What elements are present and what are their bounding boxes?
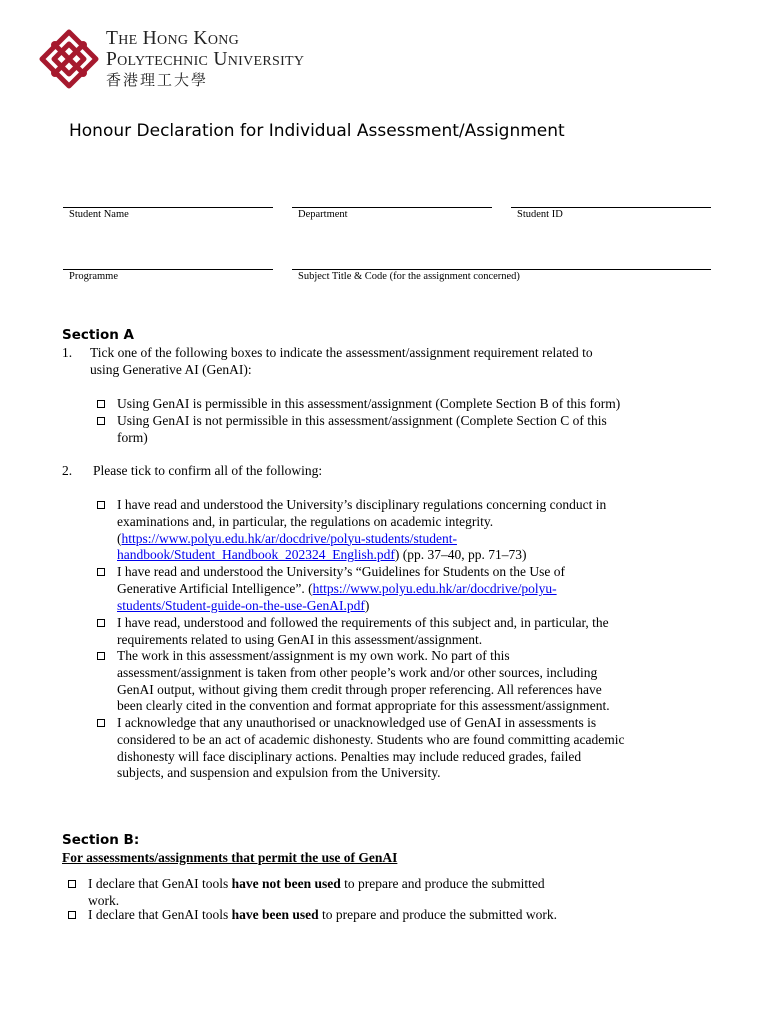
- checkbox-icon[interactable]: [97, 652, 105, 660]
- subject-field[interactable]: [292, 269, 711, 282]
- option-text: I declare that GenAI tools: [88, 907, 232, 922]
- item-line: assessment/assignment is taken from other people’s work and/or other sources, including: [117, 664, 598, 680]
- subject-label: Subject Title & Code (for the assignment concerned): [298, 271, 520, 282]
- logo-line-3: 香港理工大學: [106, 71, 209, 89]
- option-text: Using GenAI is not permissible in this assessment/assignment (Complete Section C of this: [117, 413, 607, 428]
- question-2-number: 2.: [62, 463, 73, 478]
- page-title: Honour Declaration for Individual Assessment/Assignment: [69, 121, 565, 141]
- item-line: [117, 581, 565, 598]
- item-line: GenAI output, without giving them credit through proper referencing. All references have: [117, 681, 602, 697]
- student-id-field[interactable]: [511, 207, 711, 220]
- item-line: The work in this assessment/assignment is my own work. No part of this: [117, 648, 510, 663]
- logo-line-1: The Hong Kong: [106, 28, 240, 49]
- item-line: I acknowledge that any unauthorised or unacknowledged use of GenAI in assessments is: [117, 715, 597, 730]
- checkbox-icon[interactable]: [68, 911, 76, 919]
- item-line: I have read and understood the University’s disciplinary regulations concerning conduct in: [117, 497, 607, 512]
- item-line: examinations and, in particular, the regulations on academic integrity.: [117, 513, 494, 529]
- section-b-heading: Section B:: [62, 832, 140, 848]
- checkbox-icon[interactable]: [97, 619, 105, 627]
- item-line: [117, 547, 606, 564]
- university-name: [106, 29, 304, 88]
- question-1-number: 1.: [62, 345, 73, 360]
- checkbox-icon[interactable]: [97, 719, 105, 727]
- item-line: I have read and understood the University’s “Guidelines for Students on the Use of: [117, 564, 566, 579]
- university-logo-icon: [38, 28, 100, 90]
- section-b-subheading: For assessments/assignments that permit the use of GenAI: [62, 850, 398, 865]
- page-refs: ) (pp. 37–40, pp. 71–73): [394, 547, 527, 563]
- item-text: Generative Artificial Intelligence”. (: [117, 580, 313, 596]
- checkbox-icon[interactable]: [97, 400, 105, 408]
- checkbox-icon[interactable]: [97, 568, 105, 576]
- programme-field[interactable]: [63, 269, 273, 282]
- option-text: Using GenAI is permissible in this assessment/assignment (Complete Section B of this form): [117, 396, 621, 411]
- genai-guide-link-cont[interactable]: students/Student-guide-on-the-use-GenAI.pdf: [117, 597, 365, 613]
- question-1-line-2: using Generative AI (GenAI):: [90, 361, 252, 377]
- student-id-label: Student ID: [517, 209, 563, 220]
- student-handbook-link-cont[interactable]: handbook/Student_Handbook_202324_English.pdf: [117, 547, 395, 563]
- option-line: work.: [88, 892, 120, 908]
- paren: (: [117, 530, 122, 546]
- option-text: to prepare and produce the submitted: [340, 876, 545, 891]
- checkbox-icon[interactable]: [68, 880, 76, 888]
- genai-guide-link[interactable]: https://www.polyu.edu.hk/ar/docdrive/polyu-: [312, 580, 557, 596]
- option-text-2: form): [117, 429, 148, 445]
- section-a-heading: Section A: [62, 327, 134, 343]
- item-line: [117, 531, 606, 548]
- programme-label: Programme: [69, 271, 118, 282]
- option-text: I declare that GenAI tools: [88, 876, 232, 891]
- option-line: [88, 876, 545, 893]
- option-bold: have not been used: [231, 876, 341, 891]
- option-bold: have been used: [231, 907, 319, 922]
- item-line: considered to be an act of academic dishonesty. Students who are found committing academic: [117, 731, 625, 747]
- question-1-line-1: Tick one of the following boxes to indicate the assessment/assignment requirement related to: [90, 345, 593, 360]
- question-2-text: Please tick to confirm all of the following:: [93, 463, 323, 478]
- paren: ): [364, 597, 370, 613]
- item-line: dishonesty will face disciplinary actions. Penalties may include reduced grades, failed: [117, 748, 582, 764]
- item-line: [117, 598, 565, 615]
- logo-line-2: Polytechnic University: [106, 48, 305, 70]
- item-line: I have read, understood and followed the requirements of this subject and, in particular, the: [117, 615, 609, 630]
- department-label: Department: [298, 209, 348, 220]
- checkbox-icon[interactable]: [97, 501, 105, 509]
- item-line: been clearly cited in the convention and format appropriate for this assessment/assignment.: [117, 698, 610, 714]
- option-text: to prepare and produce the submitted work.: [318, 907, 558, 922]
- option-line: [88, 907, 557, 924]
- student-name-label: Student Name: [69, 209, 129, 220]
- question-1-text: [90, 345, 593, 379]
- student-name-field[interactable]: [63, 207, 273, 220]
- student-handbook-link[interactable]: https://www.polyu.edu.hk/ar/docdrive/polyu-students/student-: [121, 530, 457, 546]
- checkbox-icon[interactable]: [97, 417, 105, 425]
- item-line: subjects, and suspension and expulsion from the University.: [117, 765, 441, 781]
- department-field[interactable]: [292, 207, 492, 220]
- item-line: requirements related to using GenAI in this assessment/assignment.: [117, 631, 483, 647]
